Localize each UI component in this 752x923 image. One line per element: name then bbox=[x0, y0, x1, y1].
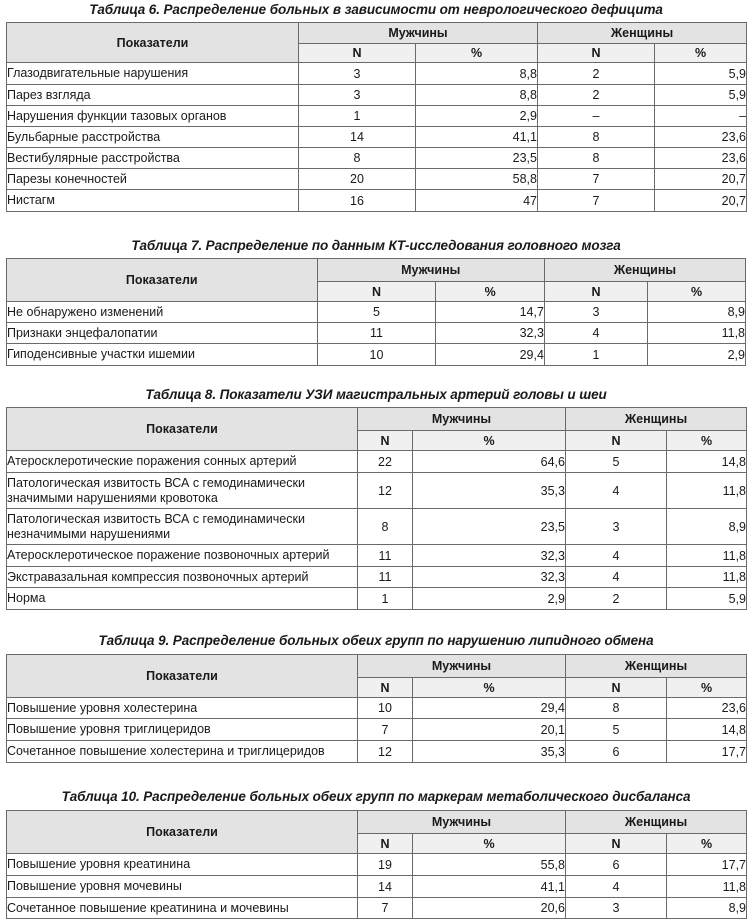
table-row bbox=[7, 698, 747, 719]
men-pct-cell: 32,3 bbox=[413, 545, 566, 567]
men-pct-cell: 35,3 bbox=[413, 473, 566, 509]
column-header-women: Женщины bbox=[566, 811, 747, 834]
women-n-cell: 7 bbox=[538, 190, 655, 212]
row-label: Глазодвигательные нарушения bbox=[7, 63, 299, 85]
table-row bbox=[7, 854, 747, 876]
table-row bbox=[7, 719, 747, 741]
women-pct-cell: 5,9 bbox=[655, 63, 747, 85]
men-n-cell: 12 bbox=[358, 741, 413, 763]
men-n-cell: 7 bbox=[358, 719, 413, 741]
row-label: Норма bbox=[7, 588, 358, 610]
men-pct-cell: 35,3 bbox=[413, 741, 566, 763]
row-label: Повышение уровня холестерина bbox=[7, 698, 358, 719]
table-row bbox=[7, 85, 747, 106]
women-pct-cell: 23,6 bbox=[655, 127, 747, 148]
table-row bbox=[7, 509, 747, 545]
men-pct-cell: 20,1 bbox=[413, 719, 566, 741]
table-row bbox=[7, 63, 747, 85]
women-n-cell: 6 bbox=[566, 854, 667, 876]
column-header-men: Мужчины bbox=[299, 23, 538, 44]
men-n-cell: 11 bbox=[358, 545, 413, 567]
row-label: Признаки энцефалопатии bbox=[7, 323, 318, 344]
column-header-women: Женщины bbox=[538, 23, 747, 44]
table-caption: Таблица 9. Распределение больных обеих групп по нарушению липидного обмена bbox=[98, 633, 654, 648]
row-label: Экстравазальная компрессия позвоночных артерий bbox=[7, 567, 358, 588]
table-row bbox=[7, 344, 746, 366]
data-table bbox=[6, 258, 746, 366]
table-row bbox=[7, 741, 747, 763]
table-caption: Таблица 8. Показатели УЗИ магистральных артерий головы и шеи bbox=[145, 387, 607, 402]
women-pct-cell: 5,9 bbox=[655, 85, 747, 106]
women-pct-cell: 20,7 bbox=[655, 169, 747, 190]
men-n-cell: 16 bbox=[299, 190, 416, 212]
table-row bbox=[7, 148, 747, 169]
women-n-cell: 4 bbox=[544, 323, 647, 344]
men-n-cell: 8 bbox=[299, 148, 416, 169]
women-n-cell: 3 bbox=[566, 509, 667, 545]
row-label: Гиподенсивные участки ишемии bbox=[7, 344, 318, 366]
women-pct-cell: 20,7 bbox=[655, 190, 747, 212]
women-n-cell: 4 bbox=[566, 876, 667, 898]
women-pct-cell: 11,8 bbox=[667, 876, 747, 898]
table-row bbox=[7, 323, 746, 344]
column-subheader-men-n: N bbox=[358, 834, 413, 854]
women-n-cell: – bbox=[538, 106, 655, 127]
women-pct-cell: 14,8 bbox=[667, 451, 747, 473]
women-n-cell: 8 bbox=[538, 148, 655, 169]
women-n-cell: 2 bbox=[566, 588, 667, 610]
women-pct-cell: 8,9 bbox=[648, 302, 746, 323]
women-n-cell: 2 bbox=[538, 85, 655, 106]
row-label: Патологическая извитость ВСА с гемодинамически значимыми нарушениями кровотока bbox=[7, 473, 358, 509]
column-subheader-women-pct: % bbox=[667, 431, 747, 451]
women-pct-cell: 8,9 bbox=[667, 509, 747, 545]
table-row bbox=[7, 106, 747, 127]
men-n-cell: 8 bbox=[358, 509, 413, 545]
column-header-men: Мужчины bbox=[358, 655, 566, 678]
men-pct-cell: 2,9 bbox=[413, 588, 566, 610]
row-label: Не обнаружено изменений bbox=[7, 302, 318, 323]
column-subheader-men-n: N bbox=[299, 44, 416, 63]
column-header-indicator: Показатели bbox=[7, 259, 318, 302]
women-n-cell: 3 bbox=[566, 898, 667, 919]
men-n-cell: 11 bbox=[358, 567, 413, 588]
women-pct-cell: 17,7 bbox=[667, 741, 747, 763]
column-header-men: Мужчины bbox=[358, 811, 566, 834]
men-n-cell: 1 bbox=[358, 588, 413, 610]
women-pct-cell: 5,9 bbox=[667, 588, 747, 610]
men-n-cell: 19 bbox=[358, 854, 413, 876]
table-caption: Таблица 7. Распределение по данным КТ-исследования головного мозга bbox=[131, 238, 621, 253]
table-row bbox=[7, 473, 747, 509]
column-subheader-women-pct: % bbox=[667, 678, 747, 698]
column-subheader-men-n: N bbox=[358, 678, 413, 698]
table-row bbox=[7, 127, 747, 148]
column-header-indicator: Показатели bbox=[7, 408, 358, 451]
women-pct-cell: 17,7 bbox=[667, 854, 747, 876]
column-header-men: Мужчины bbox=[317, 259, 544, 282]
women-n-cell: 6 bbox=[566, 741, 667, 763]
women-pct-cell: 14,8 bbox=[667, 719, 747, 741]
data-table bbox=[6, 654, 747, 763]
table-row bbox=[7, 190, 747, 212]
table-row bbox=[7, 876, 747, 898]
men-n-cell: 20 bbox=[299, 169, 416, 190]
women-n-cell: 3 bbox=[544, 302, 647, 323]
row-label: Сочетанное повышение креатинина и мочевины bbox=[7, 898, 358, 919]
women-n-cell: 1 bbox=[544, 344, 647, 366]
men-n-cell: 14 bbox=[358, 876, 413, 898]
men-pct-cell: 2,9 bbox=[416, 106, 538, 127]
men-n-cell: 7 bbox=[358, 898, 413, 919]
data-table bbox=[6, 810, 747, 919]
row-label: Нарушения функции тазовых органов bbox=[7, 106, 299, 127]
men-pct-cell: 23,5 bbox=[413, 509, 566, 545]
table-row bbox=[7, 567, 747, 588]
row-label: Повышение уровня триглицеридов bbox=[7, 719, 358, 741]
women-pct-cell: 11,8 bbox=[667, 473, 747, 509]
table-row bbox=[7, 588, 747, 610]
men-pct-cell: 58,8 bbox=[416, 169, 538, 190]
women-pct-cell: 11,8 bbox=[667, 545, 747, 567]
row-label: Атеросклеротические поражения сонных артерий bbox=[7, 451, 358, 473]
men-n-cell: 3 bbox=[299, 63, 416, 85]
women-pct-cell: 23,6 bbox=[667, 698, 747, 719]
column-header-indicator: Показатели bbox=[7, 23, 299, 63]
women-n-cell: 8 bbox=[566, 698, 667, 719]
men-pct-cell: 20,6 bbox=[413, 898, 566, 919]
data-table bbox=[6, 22, 747, 212]
row-label: Атеросклеротическое поражение позвоночных артерий bbox=[7, 545, 358, 567]
men-pct-cell: 8,8 bbox=[416, 85, 538, 106]
men-n-cell: 14 bbox=[299, 127, 416, 148]
men-n-cell: 22 bbox=[358, 451, 413, 473]
men-n-cell: 5 bbox=[317, 302, 436, 323]
women-n-cell: 5 bbox=[566, 719, 667, 741]
row-label: Парез взгляда bbox=[7, 85, 299, 106]
column-subheader-women-n: N bbox=[538, 44, 655, 63]
row-label: Патологическая извитость ВСА с гемодинамически незначимыми нарушениями bbox=[7, 509, 358, 545]
column-subheader-men-pct: % bbox=[416, 44, 538, 63]
table-row bbox=[7, 545, 747, 567]
table-row bbox=[7, 302, 746, 323]
data-table bbox=[6, 407, 747, 610]
men-n-cell: 3 bbox=[299, 85, 416, 106]
table-caption: Таблица 10. Распределение больных обеих групп по маркерам метаболического дисбаланса bbox=[61, 789, 691, 804]
column-subheader-men-n: N bbox=[358, 431, 413, 451]
men-n-cell: 1 bbox=[299, 106, 416, 127]
women-pct-cell: 8,9 bbox=[667, 898, 747, 919]
column-subheader-women-n: N bbox=[544, 282, 647, 302]
row-label: Парезы конечностей bbox=[7, 169, 299, 190]
row-label: Сочетанное повышение холестерина и триглицеридов bbox=[7, 741, 358, 763]
column-header-women: Женщины bbox=[566, 408, 747, 431]
column-subheader-women-n: N bbox=[566, 431, 667, 451]
women-pct-cell: 11,8 bbox=[667, 567, 747, 588]
table-row bbox=[7, 451, 747, 473]
column-subheader-men-pct: % bbox=[413, 834, 566, 854]
men-pct-cell: 55,8 bbox=[413, 854, 566, 876]
men-n-cell: 11 bbox=[317, 323, 436, 344]
men-pct-cell: 32,3 bbox=[436, 323, 544, 344]
men-pct-cell: 14,7 bbox=[436, 302, 544, 323]
column-header-indicator: Показатели bbox=[7, 655, 358, 698]
men-pct-cell: 23,5 bbox=[416, 148, 538, 169]
men-pct-cell: 41,1 bbox=[413, 876, 566, 898]
men-pct-cell: 47 bbox=[416, 190, 538, 212]
row-label: Повышение уровня креатинина bbox=[7, 854, 358, 876]
men-pct-cell: 29,4 bbox=[436, 344, 544, 366]
men-pct-cell: 29,4 bbox=[413, 698, 566, 719]
women-pct-cell: 2,9 bbox=[648, 344, 746, 366]
women-pct-cell: 23,6 bbox=[655, 148, 747, 169]
column-subheader-men-pct: % bbox=[413, 431, 566, 451]
men-n-cell: 12 bbox=[358, 473, 413, 509]
column-subheader-women-pct: % bbox=[667, 834, 747, 854]
men-pct-cell: 64,6 bbox=[413, 451, 566, 473]
table-caption: Таблица 6. Распределение больных в зависимости от неврологического дефицита bbox=[89, 2, 663, 17]
women-pct-cell: 11,8 bbox=[648, 323, 746, 344]
women-n-cell: 4 bbox=[566, 545, 667, 567]
women-pct-cell: – bbox=[655, 106, 747, 127]
column-subheader-men-n: N bbox=[317, 282, 436, 302]
women-n-cell: 8 bbox=[538, 127, 655, 148]
row-label: Бульбарные расстройства bbox=[7, 127, 299, 148]
women-n-cell: 5 bbox=[566, 451, 667, 473]
column-subheader-men-pct: % bbox=[436, 282, 544, 302]
column-subheader-women-n: N bbox=[566, 834, 667, 854]
row-label: Повышение уровня мочевины bbox=[7, 876, 358, 898]
women-n-cell: 2 bbox=[538, 63, 655, 85]
column-subheader-women-n: N bbox=[566, 678, 667, 698]
column-subheader-men-pct: % bbox=[413, 678, 566, 698]
men-pct-cell: 32,3 bbox=[413, 567, 566, 588]
row-label: Нистагм bbox=[7, 190, 299, 212]
column-subheader-women-pct: % bbox=[648, 282, 746, 302]
men-pct-cell: 41,1 bbox=[416, 127, 538, 148]
column-subheader-women-pct: % bbox=[655, 44, 747, 63]
column-header-women: Женщины bbox=[566, 655, 747, 678]
table-row bbox=[7, 169, 747, 190]
row-label: Вестибулярные расстройства bbox=[7, 148, 299, 169]
women-n-cell: 4 bbox=[566, 567, 667, 588]
table-row bbox=[7, 898, 747, 919]
women-n-cell: 4 bbox=[566, 473, 667, 509]
column-header-indicator: Показатели bbox=[7, 811, 358, 854]
women-n-cell: 7 bbox=[538, 169, 655, 190]
column-header-women: Женщины bbox=[544, 259, 745, 282]
men-n-cell: 10 bbox=[358, 698, 413, 719]
men-pct-cell: 8,8 bbox=[416, 63, 538, 85]
column-header-men: Мужчины bbox=[358, 408, 566, 431]
men-n-cell: 10 bbox=[317, 344, 436, 366]
